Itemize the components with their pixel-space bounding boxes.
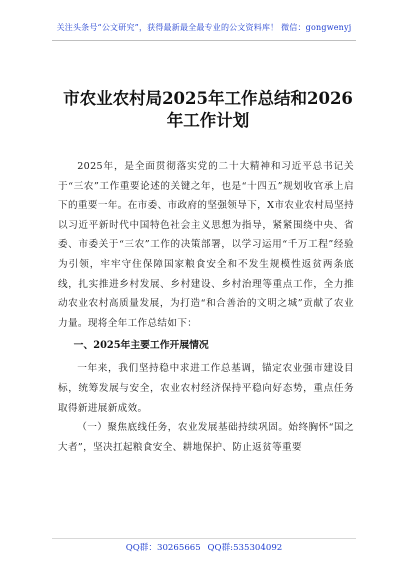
header-divider <box>52 40 356 41</box>
footer-qq-group-2: QQ群:535304092 <box>207 543 283 553</box>
header-promo-text: 关注头条号“公文研究”，获得最新最全最专业的公文资料库！ 微信：gongwenyj <box>56 23 352 32</box>
intro-paragraph: 2025年，是全面贯彻落实党的二十大精神和习近平总书记关于“三农”工作重要论述的关键之年，也是“十四五”规划收官承上启下的重要一年。在市委、市政府的坚强领导下，X市农业农村局坚持以习近平新时代中国特色社会主义思想为指导，紧紧围绕中央、省委、市委关于“三农”工作的决策部署，以学习运用“千万工程”经验为引领，牢牢守住保障国家粮食安全和不发生规模性返贫两条底线，扎实推进乡村发展、乡村建设、乡村治理等重点工作，全力推动农业农村高质量发展，为打造“和合善治的文明之城”贡献了农业力量。现将全年工作总结如下： <box>58 161 354 329</box>
document-title: 市农业农村局2025年工作总结和2026年工作计划 <box>63 89 353 130</box>
document-body <box>58 157 354 457</box>
footer-contacts <box>0 541 408 553</box>
section-paragraph: （一）聚焦底线任务，农业发展基础持续巩固。始终胸怀“国之大者”，坚决扛起粮食安全、耕地保护、防止返贫等重要 <box>58 422 354 453</box>
section-paragraph: 一年来，我们坚持稳中求进工作总基调，锚定农业强市建设目标，统筹发展与安全，农业农村经济保持平稳向好态势，重点任务取得新进展新成效。 <box>58 363 354 414</box>
section-heading: 一、2025年主要工作开展情况 <box>73 340 209 352</box>
footer-qq-group-1: QQ群：30265665 <box>125 543 201 553</box>
footer-divider <box>52 538 356 539</box>
